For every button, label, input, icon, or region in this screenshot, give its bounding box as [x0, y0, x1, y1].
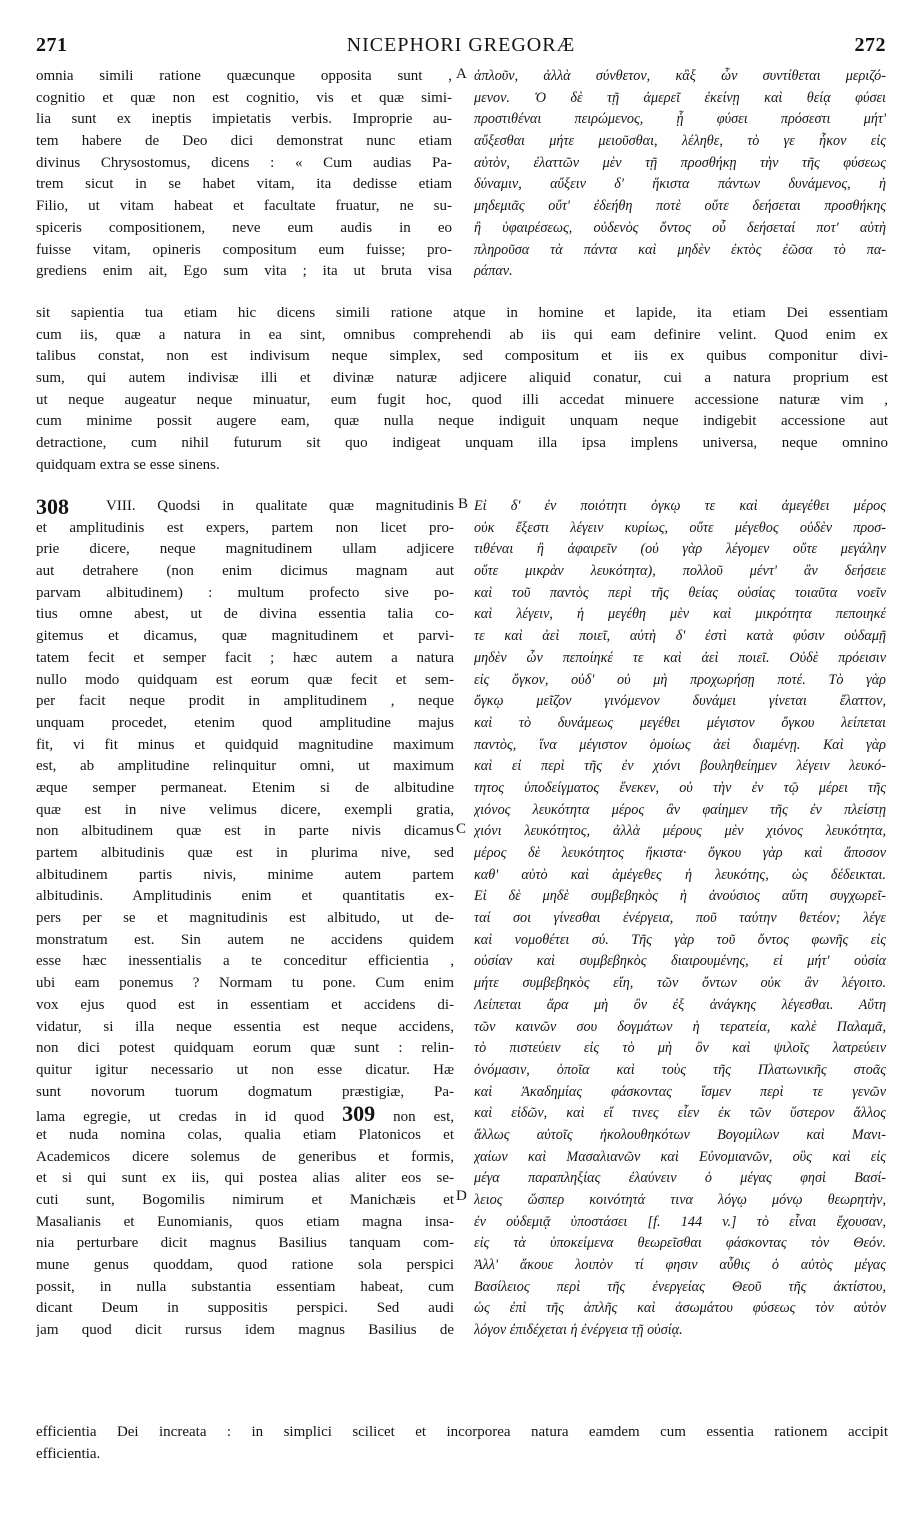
text-line: tatem fecit et semper facit ; hæc autem a natura: [36, 649, 454, 666]
text-line: efficientia Dei increata : in simplici scilicet et incorporea natura eamdem cum essentia rationem accipit: [36, 1424, 888, 1440]
page-number-left: 271: [36, 34, 68, 56]
text-line: μηδὲν ὧν πεποίηκέ τε καὶ ἀεὶ ποιεῖ. Οὐδὲ πρόεισιν: [474, 649, 886, 666]
text-line: cum iis, quæ a natura in ea sint, omnibus comprehendi ab iis qui eam definire velint. Quod enim ex: [36, 326, 888, 343]
text-line: aut detrahere (non enim dicimus magnam aut: [36, 563, 454, 580]
text-line: jam quod dicit rursus idem magnus Basilius de: [36, 1322, 454, 1339]
text-line: tius omne abest, ut de divina essentia talia co-: [36, 606, 454, 623]
text-line: quidquam extra se esse sinens.: [36, 456, 220, 473]
text-line: Masalianis et Eunomianis, quos etiam magna insa-: [36, 1213, 454, 1230]
text-line: μενον. Ὁ δὲ τῇ ἀμερεῖ ἐκείνῃ καὶ θείᾳ φύσει: [474, 89, 886, 106]
text-line: cognitio et quæ non est cognitio, vis et quæ simi-: [36, 89, 452, 106]
text-line: τε καὶ ἀεὶ ποιεῖ, αὐτὴ δ' ἐστὶ κατὰ φύσιν οὐδαμῇ: [474, 628, 886, 645]
text-line: πληροῦσα τὰ πάντα καὶ μηδὲν ἐκτὸς ἐῶσα τὸ πα-: [474, 241, 886, 258]
text-line: prie dicere, neque magnitudinem ullam adjicere: [36, 541, 454, 558]
text-line: Εἰ δὲ μηδὲ συμβεβηκὸς ἡ ἀνούσιος αὕτη συγχωρεῖ-: [474, 888, 886, 905]
text-line: παντὸς, ἵνα μέγιστον ὁμοίως ἀεὶ διαμένῃ. Καὶ γὰρ: [474, 736, 886, 753]
text-line: μέρος δὲ λευκότητος ἥκιστα· ὄγκου γὰρ καὶ ἄποσον: [474, 845, 886, 861]
text-line: Βασίλειος περὶ τῆς ἐνεργείας Θεοῦ τῆς ἀκτίστου,: [474, 1278, 886, 1295]
text-line: χαίων καὶ Μασαλιανῶν καὶ Εὐνομιανῶν, οὓς καὶ εἰς: [474, 1148, 886, 1165]
text-line: οὐκ ἔξεστι λέγειν κυρίως, οὔτε μέγεθος οὐδὲν προσ-: [474, 519, 886, 536]
text-line: monstratum est. Sin autem ne accidens quidem: [36, 931, 454, 948]
text-line: albitudinem partis nivis, minime autem partem: [36, 866, 454, 883]
text-line: Filio, ut vitam habeat et facultate fruatur, ne su-: [36, 198, 452, 215]
running-header: [36, 34, 886, 62]
text-line: non albitudinem quæ est in parte nivis dicamus: [36, 823, 454, 840]
latin-full-width: [36, 303, 888, 477]
text-line: ἄλλως αὐτοῖς ἠκολουθηκότων Βογομίλων καὶ Μανι-: [474, 1126, 886, 1143]
text-line: μήτε συμβεβηκὸς εἴη, τῶν ὄντων οὐκ ἂν λέγοιτο.: [474, 975, 886, 992]
text-line: divinus Chrysostomus, dicens : « Cum audias Pa-: [36, 154, 452, 171]
text-line: ὄγκῳ μεῖζον γινόμενον δυνάμει γίνεται ἔλαττον,: [474, 693, 886, 710]
latin-column-top: [36, 66, 452, 283]
text-line: προστιθέναι πειρώμενος, ᾗ φύσει πρόσεστι μήτ': [474, 111, 886, 128]
text-line-with-section-309: [36, 1103, 454, 1125]
text-line: ἢ ὑφαιρέσεως, οὐδενὸς ὄντος οὗ δεήσεταί ποτ' αὐτὴ: [474, 219, 886, 236]
text-line: quæ est in nive velimus dicere, exempli gratia,: [36, 801, 454, 818]
text-line: detractione, cum nihil futurum sit quo indigeat unquam illa ipsa implens universa, neque omnino: [36, 435, 888, 452]
text-line: gitemus et dicamus, quæ magnitudinem et parvi-: [36, 628, 454, 645]
text-line: pers per se et magnitudinis est albitudo, ut de-: [36, 910, 454, 927]
text-line: talibus constat, non est indivisum neque simplex, sed compositum et iis ex quibus componitur divi-: [36, 348, 888, 365]
text-line: cum minime possit augere eam, quæ nulla neque indiguit unquam neque indigebit accessione aut: [36, 413, 888, 430]
text-line: fit, vi fit minus et quidquid magnitudine maximum: [36, 736, 454, 753]
section-number-309: 309: [342, 1103, 376, 1125]
text-line: τητος ὑποδείγματος ἕνεκεν, οὐ τὴν ἐν τῷ μέρει τῆς: [474, 779, 886, 796]
text-line: unquam procedet, etenim quod amplitudine majus: [36, 714, 454, 731]
text-line: æque semper permaneat. Etenim si de albitudine: [36, 779, 454, 796]
text-line: δύναμιν, αὔξειν δ' ἥκιστα πάντων δυνάμενος, ἡ: [474, 176, 886, 193]
text-line: per facit neque prodit in amplitudinem , neque: [36, 693, 454, 710]
text-line: ὡς ἐπὶ τῆς ἁπλῆς καὶ ἀσωμάτου φύσεως τὸν αὐτὸν: [474, 1300, 886, 1317]
text-line: parvam albitudinem) : multum profecto sive po-: [36, 584, 454, 601]
text-line: fuisse vitam, opineris compositum eum fuisse; pro-: [36, 241, 452, 258]
line-text: lama egregie, ut credas in id quod: [36, 1109, 343, 1125]
text-line: lia sunt ex ineptis impietatis verbis. Improprie au-: [36, 111, 452, 128]
text-line: Academicos dicere solemus de generibus et formis,: [36, 1148, 454, 1165]
text-line: omnia simili ratione quæcunque opposita sunt ,: [36, 68, 452, 84]
text-line: ubi eam ponemus ? Normam tu pone. Cum enim: [36, 975, 454, 992]
running-title: NICEPHORI GREGORÆ: [346, 34, 576, 56]
text-line: nullo modo quidquam est eorum quæ fecit et sem-: [36, 671, 454, 688]
text-line: quitur igitur necessario ut non esse dicatur. Hæ: [36, 1061, 454, 1078]
text-line: et amplitudinis est expers, partem non licet pro-: [36, 519, 454, 536]
text-line: spiceris compositionem, neve eum audis in eo: [36, 219, 452, 236]
text-line: non dici potest quidquam eorum quæ sunt : relin-: [36, 1040, 454, 1057]
text-line: vox ejus quod est in essentiam et accidens di-: [36, 996, 454, 1013]
text-line: albitudinis. Amplitudinis enim et quantitatis ex-: [36, 888, 454, 905]
text-line: efficientia.: [36, 1445, 101, 1462]
text-line: εἰς τὰ ὑποκείμενα θεωρεῖσθαι φάσκοντας τὸν Θεόν.: [474, 1235, 886, 1252]
text-line: λόγον ἐπιδέχεται ἡ ἐνέργεια τῇ οὐσίᾳ.: [474, 1322, 683, 1339]
text-line: τιθέναι ἢ ἀφαιρεῖν (οὐ γὰρ λέγομεν οὔτε μεγάλην: [474, 541, 886, 558]
text-line: trem sicut in se habet vitam, ita dedisse etiam: [36, 176, 452, 193]
text-line: καὶ νομοθέτει σύ. Τῆς γὰρ τοῦ ὄντος φωνῆς εἰς: [474, 931, 886, 948]
margin-marker-d: D: [456, 1188, 467, 1204]
text-line: καὶ εἰδῶν, καὶ εἴ τινες εἶεν ἐκ τῶν ὕστερον ἄλλος: [474, 1105, 886, 1122]
text-line: τῶν καινῶν σου δογμάτων ἡ τερατεία, καλὲ Παλαμᾶ,: [474, 1018, 886, 1035]
text-line: καὶ λέγειν, ἡ μεγέθη μὲν καὶ μικρότητα πεποιηκέ: [474, 606, 886, 623]
text-line: αὔξεσθαι μήτε μειοῦσθαι, λέληθε, τὸ γε ἧκον εἰς: [474, 133, 886, 150]
text-line: sum, qui autem indivisæ illi et divinæ naturæ adjicere aliquid conatur, cui a natura proprium est: [36, 370, 888, 387]
margin-marker-a: A: [456, 66, 467, 82]
text-line: tem habere de Deo dici demonstrat nunc etiam: [36, 133, 452, 150]
margin-marker-c: C: [456, 821, 467, 837]
greek-column-top: [474, 66, 886, 283]
text-line: nia perturbare dicit magnus Basilius tanquam com-: [36, 1235, 454, 1252]
text-line: μηδεμιᾶς οὔτ' ἐδεήθη ποτὲ οὔτε δεήσεται προσθήκης: [474, 198, 886, 215]
text-line: vidatur, si illa neque essentia est neque accidens,: [36, 1018, 454, 1035]
text-line: ut neque augeatur neque minuatur, eum fugit hoc, quod illi accedat minuere accessione naturæ vim ,: [36, 391, 888, 408]
text-line: sunt novorum tuorum dogmatum præstigiæ, Pa-: [36, 1083, 454, 1100]
text-line: esse hæc inessentialis a te conceditur efficientia ,: [36, 953, 454, 970]
text-line: dicant Deum in suppositis perspici. Sed audi: [36, 1300, 454, 1317]
latin-tail: [36, 1422, 888, 1465]
text-line: et nuda nomina colas, qualia etiam Platonicos et: [36, 1126, 454, 1143]
text-line: possit, in nulla substantia essentiam habeat, cum: [36, 1278, 454, 1295]
text-line: εἰς ὄγκον, οὐδ' οὐ μὴ προχωρήσῃ ποτέ. Τὸ γὰρ: [474, 671, 886, 688]
text-line: οὔτε μικρὰν λευκότητα), πολλοῦ μέντ' ἂν δεήσειε: [474, 563, 886, 580]
text-line: Ἀλλ' ἄκουε λοιπὸν τί φησιν αὖθις ὁ αὐτὸς μέγας: [474, 1257, 886, 1274]
text-line: χιόνος λευκότητα μέρος ἂν φαίημεν τῆς ἐν πλείστῃ: [474, 801, 886, 818]
text-line: καθ' αὑτὸ καὶ ἀμέγεθες ἡ λευκότης, ὡς δέδεικται.: [474, 866, 886, 883]
text-line: VIII. Quodsi in qualitate quæ magnitudinis: [106, 498, 454, 514]
text-line: χιόνι λευκότητος, ἀλλὰ μέρους μὲν χιόνος λευκότητα,: [474, 823, 886, 840]
margin-marker-b: B: [458, 496, 469, 512]
section-number-308: 308: [36, 494, 69, 519]
text-line: sit sapientia tua etiam hic dicens simili ratione atque in homine et lapide, ita etiam Dei essentiam: [36, 305, 888, 321]
text-line: αὐτὸν, ἐλαττῶν μὲν τῇ προσθήκῃ τὴν τῆς φύσεως: [474, 154, 886, 171]
text-line: ράπαν.: [474, 263, 513, 280]
latin-column-lower: [36, 496, 454, 1342]
text-line: καὶ Ἀκαδημίας φάσκοντας ἴσμεν περὶ τε γενῶν: [474, 1083, 886, 1100]
text-line: ἁπλοῦν, ἀλλὰ σύνθετον, κἂξ ὧν συντίθεται μεριζό-: [474, 68, 886, 84]
text-line: ταί σοι γίνεσθαι ἐνέργεια, ποῦ ταύτην θετέον; λέγε: [474, 910, 886, 927]
text-line: ἐν οὐδεμιᾷ ὑποστάσει [f. 144 v.] τὸ εἶναι ἔχουσαν,: [474, 1213, 886, 1230]
text-line: et si qui sunt ex iis, qui postea alias aliter eos se-: [36, 1170, 454, 1187]
text-line: οὐσίαν καὶ συμβεβηκὸς διαιρουμένης, εἰ μήτ' οὐσία: [474, 953, 886, 970]
line-text: non est,: [375, 1109, 454, 1125]
text-line: μέγα παραπληξίας ἐλαύνειν ὁ μέγας φησὶ Βασί-: [474, 1170, 886, 1187]
text-line: καὶ τὸ δυνάμεως μεγέθει μέγιστον ὄγκου λείπεται: [474, 714, 886, 731]
text-line: Λείπεται ἄρα μὴ ὂν ἐξ ἀνάγκης λέγεσθαι. Αὕτη: [474, 996, 886, 1013]
text-line: καὶ εἰ περὶ τῆς ἐν χιόνι βουληθείημεν λέγειν λευκό-: [474, 758, 886, 775]
text-line: partem albitudinis quæ est in plurima nive, sed: [36, 845, 454, 861]
text-line: τὸ πιστεύειν εἰς τὸ μὴ ὂν καὶ ψιλοῖς λατρεύειν: [474, 1040, 886, 1057]
text-line: mune genus quoddam, quod ratione sola perspici: [36, 1257, 454, 1274]
text-line: ὀνόμασιν, ὁποῖα καὶ τοὺς τῆς Πλατωνικῆς στοᾶς: [474, 1061, 886, 1078]
text-line: grediens enim ait, Ego sum vita ; ita ut bruta visa: [36, 263, 452, 280]
page-number-right: 272: [854, 34, 886, 56]
text-line: cuti sunt, Bogomilis nimirum et Manichæis et: [36, 1192, 454, 1208]
greek-column-lower: [474, 496, 886, 1342]
text-line: καὶ τοῦ παντὸς περὶ τῆς θείας οὐσίας τοιαῦτα νοεῖν: [474, 584, 886, 601]
text-line: Εἰ δ' ἐν ποιότητι ὀγκῳ τε καὶ ἀμεγέθει μέρος: [474, 498, 886, 514]
text-line: est, ab amplitudine relinquitur omni, ut maximum: [36, 758, 454, 775]
text-line: λειος ὥσπερ κοινότητά τινα λόγῳ μόνῳ θεωρητὴν,: [474, 1192, 886, 1208]
